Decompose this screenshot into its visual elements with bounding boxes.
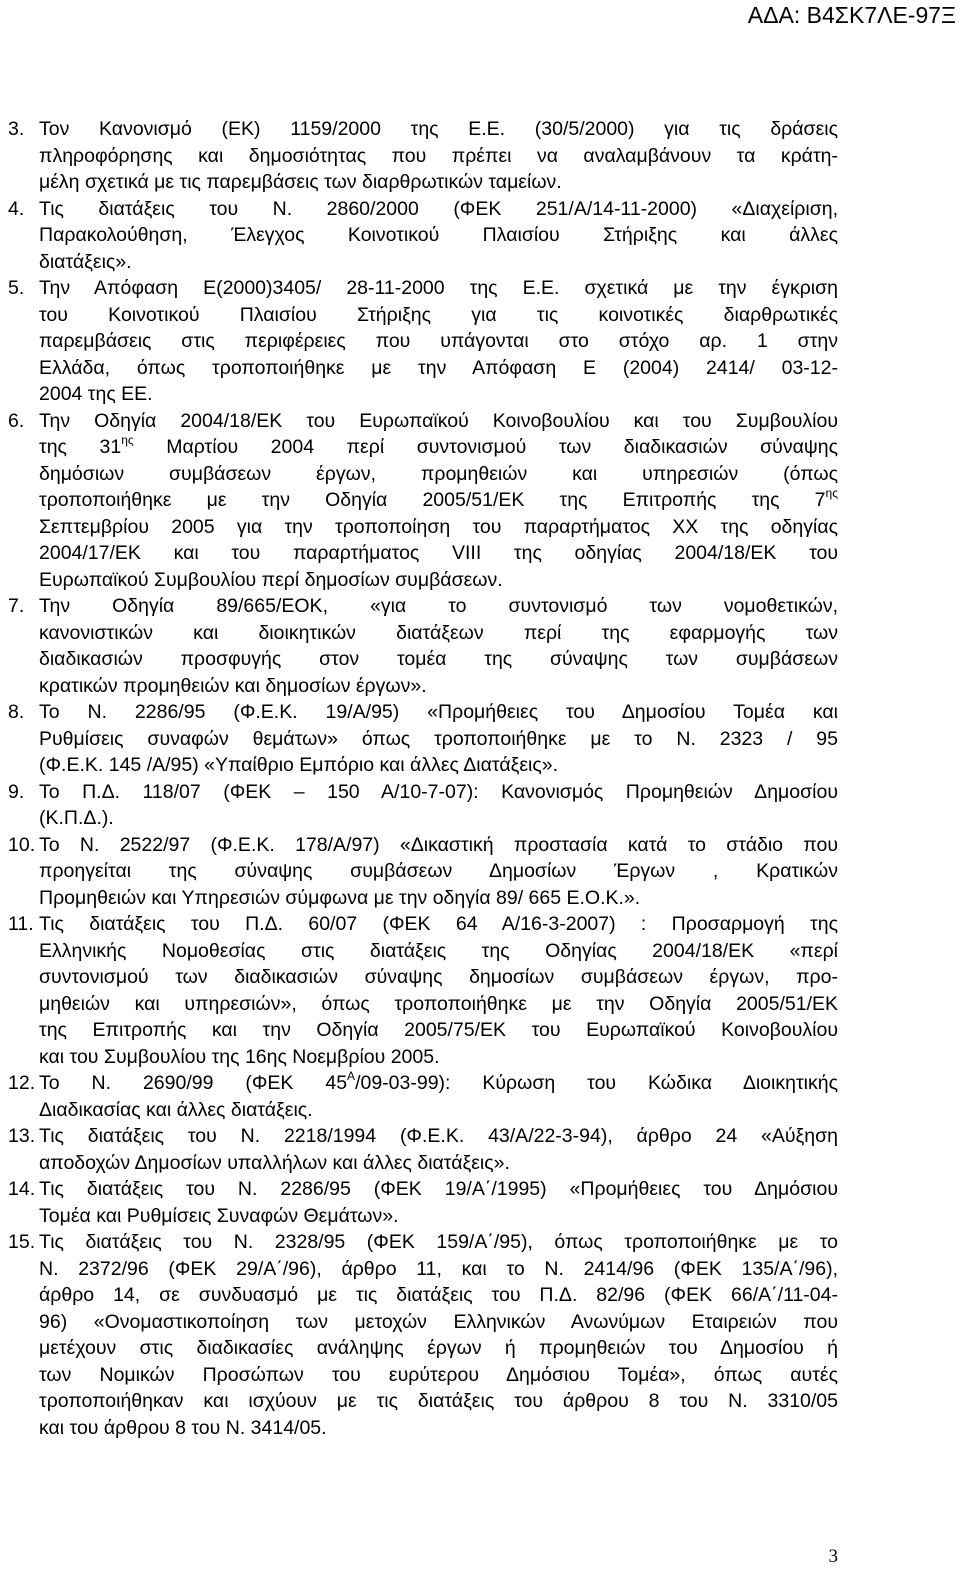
list-item-number: 5.: [8, 277, 25, 299]
text-line: Τις διατάξεις του Ν. 2860/2000 (ΦΕΚ 251/Α/14-11-2000) «Διαχείριση,: [39, 197, 838, 220]
text-line: Την Απόφαση Ε(2000)3405/ 28-11-2000 της Ε.Ε. σχετικά με την έγκριση: [39, 277, 838, 299]
list-item: [8, 832, 838, 912]
list-item-number: 13.: [8, 1125, 36, 1147]
text-line: του Κοινοτικού Πλαισίου Στήριξης για τις κοινοτικές διαρθρωτικές: [39, 303, 838, 326]
text-line: μετέχουν στις διαδικασίες ανάληψης έργων ή προμηθειών του Δημοσίου ή: [39, 1337, 838, 1359]
text-line: Το Ν. 2286/95 (Φ.Ε.Κ. 19/Α/95) «Προμήθειες του Δημοσίου Τομέα και: [39, 701, 838, 723]
superscript: ης: [825, 485, 838, 500]
text-line: Τομέα και Ρυθμίσεις Συναφών Θεμάτων».: [39, 1204, 399, 1227]
text-line: Διαδικασίας και άλλες διατάξεις.: [39, 1098, 313, 1121]
text-line: αποδοχών Δημοσίων υπαλλήλων και άλλες διατάξεις».: [39, 1151, 510, 1174]
text-line: τροποποιήθηκε με την Οδηγία 2005/51/ΕΚ της Επιτροπής της $7^{\eta\varsigma}$: [39, 485, 838, 511]
ada-code: ΑΔΑ: Β4ΣΚ7ΛΕ-97Ξ: [747, 2, 956, 28]
text-line: μέλη σχετικά με τις παρεμβάσεις των διαρθρωτικών ταμείων.: [39, 171, 562, 193]
text-line: της Επιτροπής και την Οδηγία 2005/75/ΕΚ του Ευρωπαϊκού Κοινοβουλίου: [39, 1019, 838, 1041]
text-line: Ελληνικής Νομοθεσίας στις διατάξεις της Οδηγίας 2004/18/ΕΚ «περί: [39, 939, 838, 962]
list-item-number: 8.: [8, 701, 25, 723]
text-line: Ρυθμίσεις συναφών θεμάτων» όπως τροποποιήθηκε με το Ν. 2323 / 95: [39, 727, 838, 750]
text-line: Προμηθειών και Υπηρεσιών σύμφωνα με την οδηγία 89/ 665 Ε.Ο.Κ.».: [39, 886, 641, 909]
text-line: και του άρθρου 8 του Ν. 3414/05.: [39, 1416, 327, 1439]
text-line: διατάξεις».: [39, 250, 132, 273]
text-line: προηγείται της σύναψης συμβάσεων Δημοσίων Έργων , Κρατικών: [39, 860, 838, 882]
list-item-number: 15.: [8, 1231, 36, 1253]
text-line: Τις διατάξεις του Ν. 2218/1994 (Φ.Ε.Κ. 43/Α/22-3-94), άρθρο 24 «Αύξηση: [39, 1125, 838, 1147]
text-line: Τις διατάξεις του Ν. 2328/95 (ΦΕΚ 159/Α΄/95), όπως τροποποιήθηκε με το: [39, 1231, 838, 1253]
text-line: της $31^{\eta\varsigma}$ Μαρτίου 2004 περί συντονισμού των διαδικασιών σύναψης: [39, 432, 838, 458]
page-number: 3: [828, 1546, 838, 1567]
list-item-number: 3.: [8, 118, 25, 140]
list-item: [8, 1070, 838, 1123]
text-line: Το Π.Δ. 118/07 (ΦΕΚ – 150 Α/10-7-07): Κανονισμός Προμηθειών Δημοσίου: [39, 780, 838, 803]
list-item-number: 11.: [8, 913, 34, 935]
text-line: Ελλάδα, όπως τροποποιήθηκε με την Απόφαση Ε (2004) 2414/ 03-12-: [39, 356, 838, 379]
list-item: [8, 1229, 838, 1441]
text-line: Τον Κανονισμό (ΕΚ) 1159/2000 της Ε.Ε. (30/5/2000) για τις δράσεις: [39, 118, 838, 140]
text-line: των Νομικών Προσώπων του ευρύτερου Δημόσιου Τομέα», όπως αυτές: [39, 1363, 838, 1386]
text-line: παρεμβάσεις στις περιφέρειες που υπάγονται στο στόχο αρ. 1 στην: [39, 330, 838, 352]
list-item-number: 10.: [8, 833, 36, 856]
text-line: (Φ.Ε.Κ. 145 /Α/95) «Υπαίθριο Εμπόριο και άλλες Διατάξεις».: [39, 754, 559, 776]
text-line: Ν. 2372/96 (ΦΕΚ 29/Α΄/96), άρθρο 11, και το Ν. 2414/96 (ΦΕΚ 135/Α΄/96),: [39, 1257, 838, 1280]
text-line: (Κ.Π.Δ.).: [39, 807, 114, 829]
list-item: [8, 911, 838, 1070]
list-item: [8, 699, 838, 779]
list-item-number: 14.: [8, 1178, 36, 1200]
text-line: Το Ν. 2690/99 (ΦΕΚ $45^A/09-03-99$): Κύρωση του Κώδικα Διοικητικής: [39, 1068, 838, 1094]
text-line: Ευρωπαϊκού Συμβουλίου περί δημοσίων συμβάσεων.: [39, 568, 503, 591]
list-item: [8, 779, 838, 832]
superscript: Α: [347, 1068, 356, 1083]
text-line: 2004/17/ΕΚ και του παραρτήματος VIII της οδηγίας 2004/18/ΕΚ του: [39, 542, 838, 564]
text-line: δημόσιων συμβάσεων έργων, προμηθειών και υπηρεσιών (όπως: [39, 462, 838, 485]
text-line: μηθειών και υπηρεσιών», όπως τροποποιήθηκε με την Οδηγία 2005/51/ΕΚ: [39, 992, 838, 1015]
text-line: τροποποιήθηκαν και ισχύουν με τις διατάξεις του άρθρου 8 του Ν. 3310/05: [39, 1390, 838, 1412]
list-item: [8, 593, 838, 699]
list-item-number: 9.: [8, 780, 25, 803]
list-item: [8, 1176, 838, 1229]
text-line: κανονιστικών και διοικητικών διατάξεων περί της εφαρμογής των: [39, 621, 838, 644]
list-item: [8, 196, 838, 276]
list-item-number: 7.: [8, 595, 25, 617]
list-item: [8, 408, 838, 594]
text-line: και του Συμβουλίου της 16ης Νοεμβρίου 2005.: [39, 1045, 440, 1068]
list-item: [8, 275, 838, 408]
superscript: ης: [121, 432, 134, 447]
text-line: Το Ν. 2522/97 (Φ.Ε.Κ. 178/Α/97) «Δικαστική προστασία κατά το στάδιο που: [39, 833, 838, 856]
text-line: άρθρο 14, σε συνδυασμό με τις διατάξεις του Π.Δ. 82/96 (ΦΕΚ 66/Α΄/11-04-: [39, 1284, 838, 1306]
text-line: 96) «Ονομαστικοποίηση των μετοχών Ελληνικών Ανωνύμων Εταιρειών που: [39, 1310, 838, 1333]
legal-basis-list: [8, 116, 838, 1441]
text-line: Σεπτεμβρίου 2005 για την τροποποίηση του παραρτήματος XX της οδηγίας: [39, 515, 838, 538]
text-line: συντονισμού των διαδικασιών σύναψης δημοσίων συμβάσεων έργων, προ-: [39, 966, 838, 988]
list-item-number: 6.: [8, 409, 25, 432]
text-line: Παρακολούθηση, Έλεγχος Κοινοτικού Πλαισίου Στήριξης και άλλες: [39, 224, 838, 246]
text-line: Την Οδηγία 89/665/ΕΟΚ, «για το συντονισμό των νομοθετικών,: [39, 595, 838, 617]
list-item-number: 12.: [8, 1072, 36, 1094]
text-line: 2004 της ΕΕ.: [39, 383, 153, 405]
text-line: Την Οδηγία 2004/18/ΕΚ του Ευρωπαϊκού Κοινοβουλίου και του Συμβουλίου: [39, 409, 838, 432]
text-line: Τις διατάξεις του Π.Δ. 60/07 (ΦΕΚ 64 Α/16-3-2007) : Προσαρμογή της: [39, 913, 838, 935]
text-line: κρατικών προμηθειών και δημοσίων έργων».: [39, 674, 427, 697]
text-line: πληροφόρησης και δημοσιότητας που πρέπει να αναλαμβάνουν τα κράτη-: [39, 144, 838, 167]
list-item: [8, 1123, 838, 1176]
list-item: [8, 116, 838, 196]
text-line: διαδικασιών προσφυγής στον τομέα της σύναψης των συμβάσεων: [39, 648, 838, 670]
text-line: Τις διατάξεις του Ν. 2286/95 (ΦΕΚ 19/Α΄/1995) «Προμήθειες του Δημόσιου: [39, 1178, 838, 1200]
list-item-number: 4.: [8, 197, 25, 220]
